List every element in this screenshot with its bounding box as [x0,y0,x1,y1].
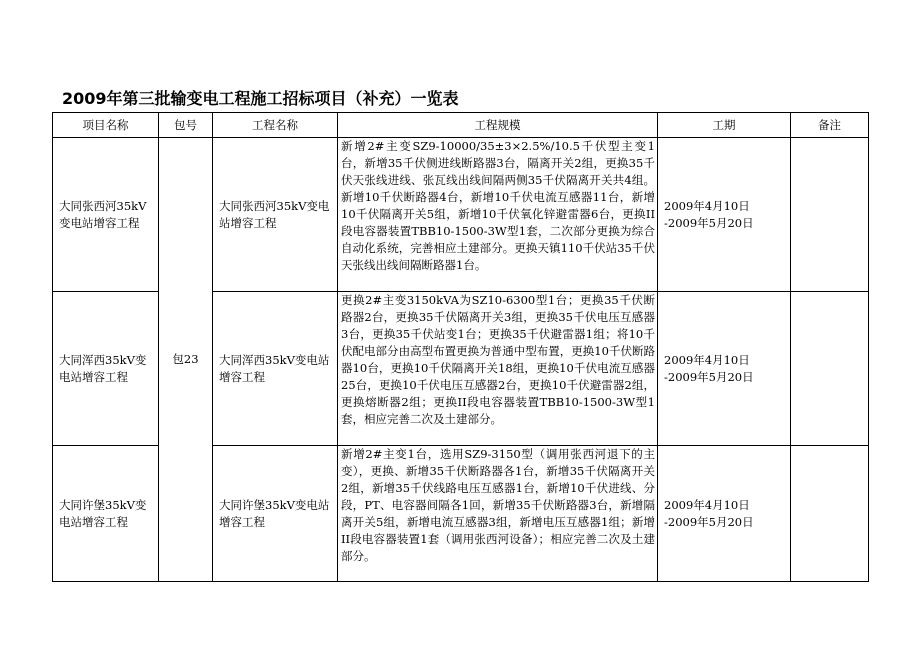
period-end: -2009年5月20日 [664,215,754,230]
scope-cell: 更换2#主变3150kVA为SZ10-6300型1台；更换35千伏断路器2台，更换35千伏隔离开关3组，更换35千伏电压互感器3台，更换35千伏站变1台；更换35千伏避雷器1组；将10千伏配电部分由高型布置更换为普通中型布置，更换10千伏断路器10台，更换10千伏隔离开关18组，更换10千伏电流互感器25台，更换10千伏电压互感器2台，更换10千伏避雷器2组，更换熔断器2组；更换II段电容器装置TBB10-1500-3W型1套，相应完善二次及土建部分。 [338,292,658,446]
scope-cell: 新增2#主变1台，选用SZ9-3150型（调用张西河退下的主变），更换、新增35千伏断路器各1台，新增35千伏隔离开关2组，新增35千伏线路电压互感器1台，新增10千伏进线、分段，PT、电容器间隔各1回，新增35千伏断路器3台，新增隔离开关5组，新增电流互感器3组，新增电压互感器1组；新增II段电容器装置1套（调用张西河设备）；相应完善二次及土建部分。 [338,446,658,582]
header-project-title: 工程名称 [213,113,338,138]
header-package: 包号 [159,113,213,138]
period-end: -2009年5月20日 [664,369,754,384]
document-title: 2009年第三批输变电工程施工招标项目（补充）一览表 [62,89,459,108]
project-title-cell: 大同张西河35kV变电站增容工程 [213,138,338,292]
period-end: -2009年5月20日 [664,514,754,529]
period-cell [658,446,791,582]
package-cell: 包23 [159,138,213,582]
project-name-cell: 大同许堡35kV变电站增容工程 [53,446,159,582]
period-start: 2009年4月10日 [664,352,750,367]
project-name-cell: 大同浑西35kV变电站增容工程 [53,292,159,446]
project-title-cell: 大同浑西35kV变电站增容工程 [213,292,338,446]
project-table [52,112,869,582]
note-cell [791,292,869,446]
table-row [53,138,869,292]
scope-cell: 新增2#主变SZ9-10000/35±3×2.5%/10.5千伏型主变1台，新增35千伏侧进线断路器3台，隔离开关2组，更换35千伏天张线进线、张瓦线出线间隔两侧35千伏隔离开关共4组。新增10千伏断路器4台，新增10千伏电流互感器11台，新增10千伏隔离开关5组，新增10千伏氧化锌避雷器6台，更换II段电容器装置TBB10-1500-3W型1套，二次部分更换为综合自动化系统，完善相应土建部分。更换天镇110千伏站35千伏天张线出线间隔断路器1台。 [338,138,658,292]
header-row [53,113,869,138]
period-start: 2009年4月10日 [664,198,750,213]
header-note: 备注 [791,113,869,138]
project-name-cell: 大同张西河35kV变电站增容工程 [53,138,159,292]
project-title-cell: 大同许堡35kV变电站增容工程 [213,446,338,582]
note-cell [791,446,869,582]
note-cell [791,138,869,292]
header-period: 工期 [658,113,791,138]
header-project-name: 项目名称 [53,113,159,138]
header-scope: 工程规模 [338,113,658,138]
period-cell [658,138,791,292]
period-start: 2009年4月10日 [664,497,750,512]
period-cell [658,292,791,446]
